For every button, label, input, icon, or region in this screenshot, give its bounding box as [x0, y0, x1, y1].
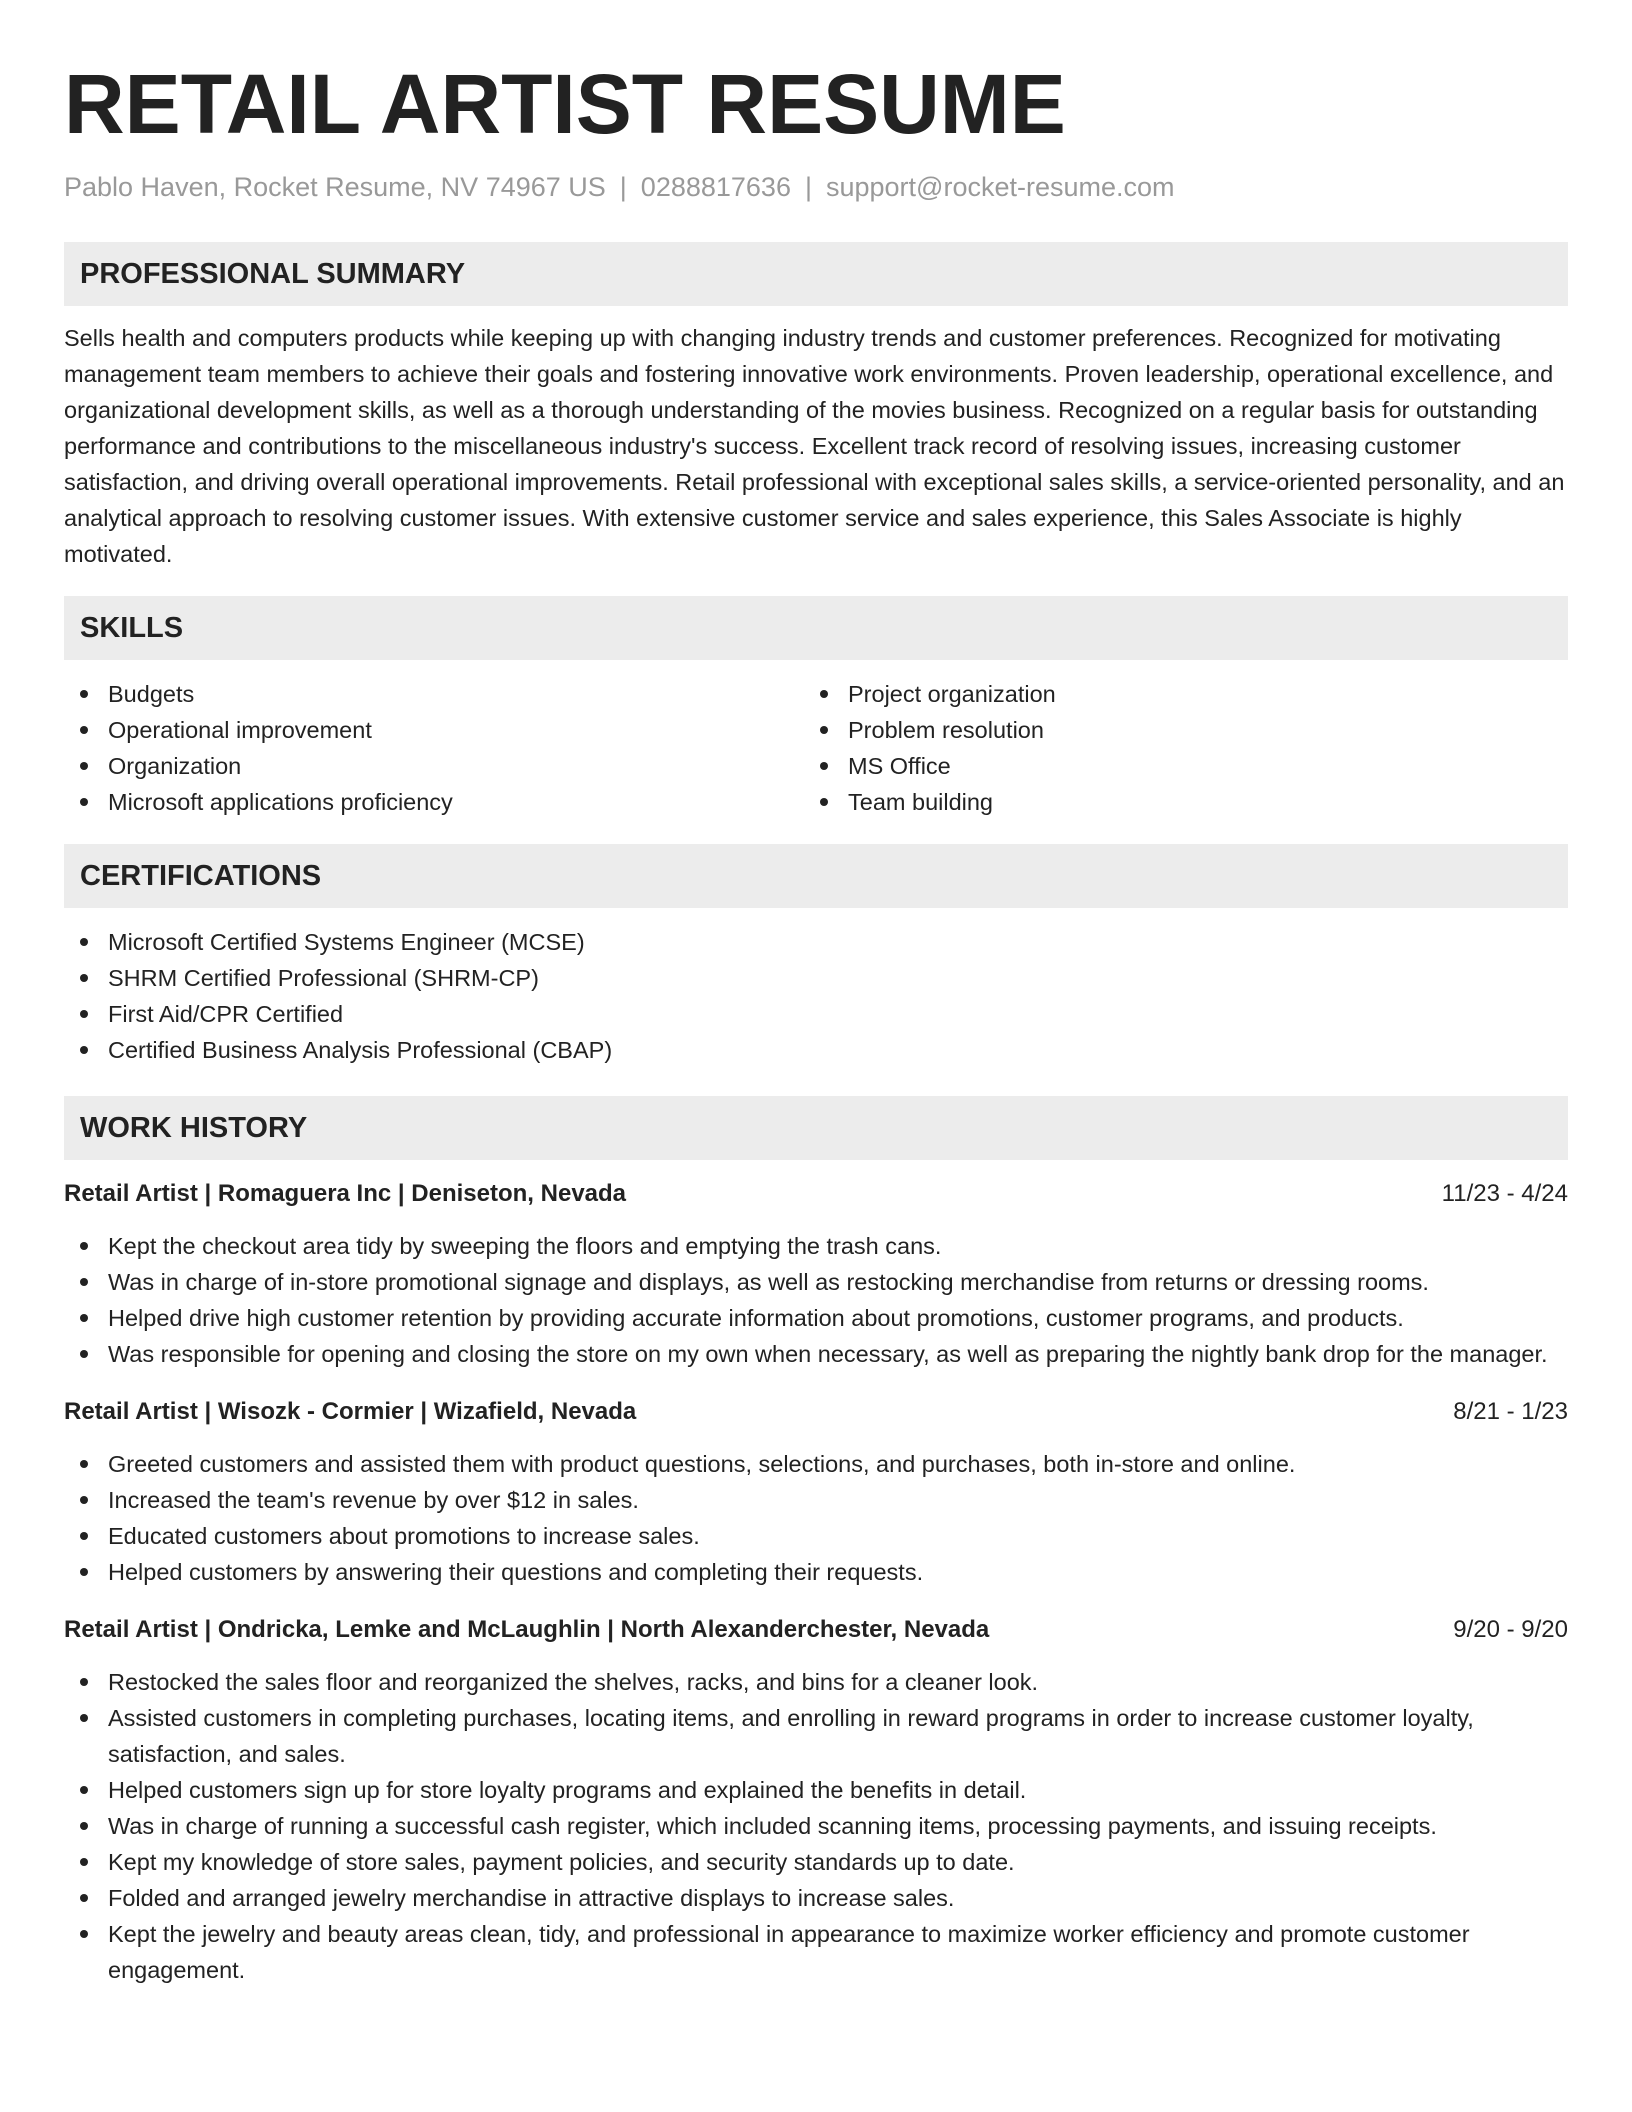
job-entry — [64, 1612, 1568, 1988]
contact-phone: 0288817636 — [640, 172, 791, 202]
list-item: Kept the checkout area tidy by sweeping the floors and emptying the trash cans. — [64, 1228, 1568, 1264]
job-bullets — [64, 1228, 1568, 1372]
job-title: Retail Artist | Romaguera Inc | Deniseton, Nevada — [64, 1180, 627, 1207]
list-item: Greeted customers and assisted them with product questions, selections, and purchases, both in-store and online. — [64, 1446, 1568, 1482]
job-header — [64, 1394, 1568, 1430]
job-bullets — [64, 1664, 1568, 1988]
certifications-heading: CERTIFICATIONS — [64, 844, 1568, 908]
list-item: Increased the team's revenue by over $12 in sales. — [64, 1482, 1568, 1518]
resume-title: RETAIL ARTIST RESUME — [64, 57, 1066, 151]
certifications-list — [64, 924, 1568, 1068]
skills-heading: SKILLS — [64, 596, 1568, 660]
contact-address: Pablo Haven, Rocket Resume, NV 74967 US — [64, 172, 606, 202]
list-item: MS Office — [804, 748, 1544, 784]
job-dates: 8/21 - 1/23 — [1453, 1398, 1568, 1425]
contact-line — [64, 170, 1568, 204]
summary-text: Sells health and computers products while keeping up with changing industry trends and customer preferences. Recognized for motivating management team members to achieve their goals and fostering innovative work environments. Proven leadership, operational excellence, and organizational development skills, as well as a thorough understanding of the movies business. Recognized on a regular basis for outstanding performance and contributions to the miscellaneous industry's success. Excellent track record of resolving issues, increasing customer satisfaction, and driving overall operational improvements. Retail professional with exceptional sales skills, a service-oriented personality, and an analytical approach to resolving customer issues. With extensive customer service and sales experience, this Sales Associate is highly motivated. — [64, 325, 1565, 567]
list-item: Project organization — [804, 676, 1544, 712]
list-item: Microsoft Certified Systems Engineer (MCSE) — [64, 924, 1568, 960]
list-item: Microsoft applications proficiency — [64, 784, 804, 820]
job-bullets — [64, 1446, 1568, 1590]
skills-column-right — [804, 676, 1544, 820]
job-header — [64, 1612, 1568, 1648]
contact-separator: | — [804, 172, 812, 202]
job-entry — [64, 1394, 1568, 1590]
job-header — [64, 1176, 1568, 1212]
job-dates: 11/23 - 4/24 — [1441, 1180, 1568, 1207]
list-item: Folded and arranged jewelry merchandise in attractive displays to increase sales. — [64, 1880, 1568, 1916]
list-item: Organization — [64, 748, 804, 784]
list-item: Kept the jewelry and beauty areas clean, tidy, and professional in appearance to maximize worker efficiency and promote customer engagement. — [64, 1916, 1568, 1988]
list-item: Was in charge of running a successful cash register, which included scanning items, processing payments, and issuing receipts. — [64, 1808, 1568, 1844]
list-item: Helped drive high customer retention by providing accurate information about promotions, customer programs, and products. — [64, 1300, 1568, 1336]
contact-separator: | — [619, 172, 627, 202]
skills-column-left — [64, 676, 804, 820]
list-item: Was responsible for opening and closing the store on my own when necessary, as well as preparing the nightly bank drop for the manager. — [64, 1336, 1568, 1372]
job-dates: 9/20 - 9/20 — [1453, 1616, 1568, 1643]
list-item: Kept my knowledge of store sales, payment policies, and security standards up to date. — [64, 1844, 1568, 1880]
list-item: Helped customers by answering their questions and completing their requests. — [64, 1554, 1568, 1590]
list-item: SHRM Certified Professional (SHRM-CP) — [64, 960, 1568, 996]
list-item: Budgets — [64, 676, 804, 712]
work-history-heading: WORK HISTORY — [64, 1096, 1568, 1160]
list-item: Restocked the sales floor and reorganized the shelves, racks, and bins for a cleaner look. — [64, 1664, 1568, 1700]
skills-list — [64, 676, 1568, 820]
list-item: Was in charge of in-store promotional signage and displays, as well as restocking merchandise from returns or dressing rooms. — [64, 1264, 1568, 1300]
job-title: Retail Artist | Ondricka, Lemke and McLaughlin | North Alexanderchester, Nevada — [64, 1616, 990, 1643]
list-item: Certified Business Analysis Professional (CBAP) — [64, 1032, 1568, 1068]
list-item: Problem resolution — [804, 712, 1544, 748]
list-item: Operational improvement — [64, 712, 804, 748]
list-item: Assisted customers in completing purchases, locating items, and enrolling in reward programs in order to increase customer loyalty, satisfaction, and sales. — [64, 1700, 1568, 1772]
contact-email: support@rocket-resume.com — [825, 172, 1175, 202]
summary-heading: PROFESSIONAL SUMMARY — [64, 242, 1568, 306]
list-item: Educated customers about promotions to increase sales. — [64, 1518, 1568, 1554]
job-title: Retail Artist | Wisozk - Cormier | Wizafield, Nevada — [64, 1398, 637, 1425]
list-item: Helped customers sign up for store loyalty programs and explained the benefits in detail. — [64, 1772, 1568, 1808]
job-entry — [64, 1176, 1568, 1372]
list-item: Team building — [804, 784, 1544, 820]
list-item: First Aid/CPR Certified — [64, 996, 1568, 1032]
